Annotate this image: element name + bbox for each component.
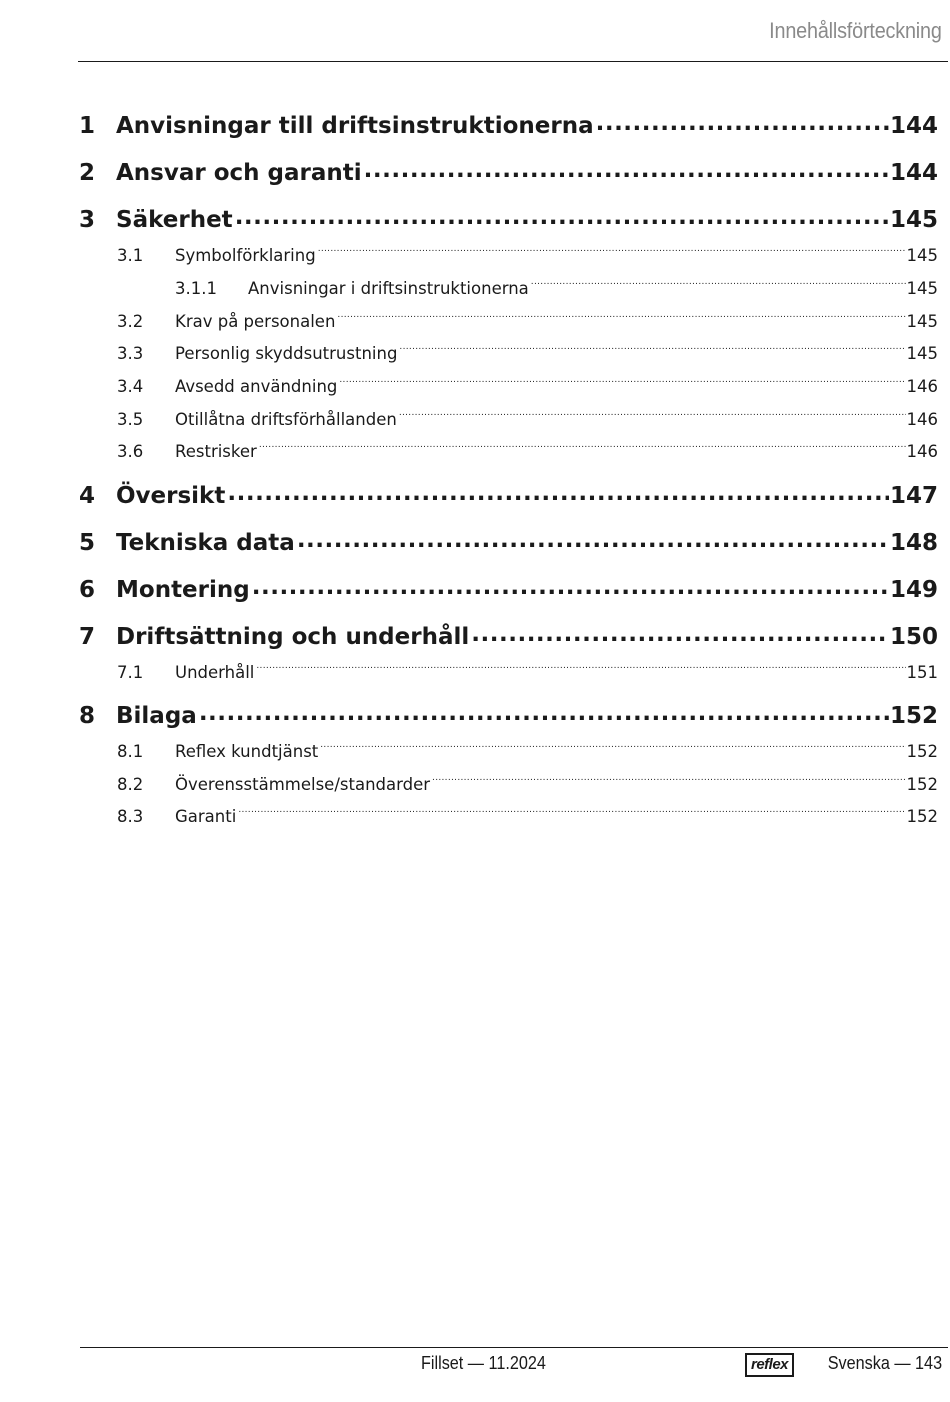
toc-entry-8-3[interactable] <box>79 805 938 829</box>
toc-entry-title: Anvisningar till driftsinstruktionerna <box>116 113 594 139</box>
toc-dot-leader <box>337 375 905 392</box>
toc-entry-page: 146 <box>906 409 938 429</box>
toc-entry-8-1[interactable] <box>79 740 938 764</box>
toc-entry-number: 3.5 <box>117 409 144 429</box>
toc-entry-title: Avsedd användning <box>175 376 338 396</box>
toc-entry-page: 148 <box>889 530 938 556</box>
toc-dot-leader <box>225 480 889 503</box>
toc-entry-page: 146 <box>906 441 938 461</box>
toc-dot-leader <box>397 408 906 425</box>
toc-dot-leader <box>257 440 906 457</box>
toc-dot-leader <box>236 805 905 822</box>
toc-entry-number: 3.2 <box>117 311 144 331</box>
toc-entry-title: Bilaga <box>116 703 197 729</box>
toc-entry-title: Otillåtna driftsförhållanden <box>175 409 397 429</box>
toc-entry-number: 6 <box>79 577 96 603</box>
toc-entry-page: 145 <box>889 207 938 233</box>
footer-divider <box>80 1347 948 1348</box>
toc-entry-number: 7 <box>79 624 96 650</box>
toc-entry-title: Anvisningar i driftsinstruktionerna <box>248 278 529 298</box>
toc-entry-number: 2 <box>79 160 96 186</box>
toc-entry-page: 149 <box>889 577 938 603</box>
toc-entry-title: Översikt <box>116 483 226 509</box>
toc-entry-3-2[interactable] <box>79 310 938 334</box>
toc-entry-page: 152 <box>906 774 938 794</box>
toc-entry-page: 145 <box>906 245 938 265</box>
toc-entry-number: 8.2 <box>117 774 144 794</box>
toc-dot-leader <box>250 574 889 597</box>
toc-entry-page: 152 <box>906 806 938 826</box>
toc-entry-6[interactable] <box>79 574 938 606</box>
toc-entry-2[interactable] <box>79 157 938 189</box>
footer-product-date: Fillset — 11.2024 <box>421 1353 546 1373</box>
toc-entry-4[interactable] <box>79 480 938 512</box>
toc-entry-number: 3.1 <box>117 245 144 265</box>
toc-entry-page: 152 <box>906 741 938 761</box>
toc-entry-page: 147 <box>889 483 938 509</box>
toc-entry-page: 146 <box>906 376 938 396</box>
toc-dot-leader <box>335 310 905 327</box>
toc-entry-1[interactable] <box>79 110 938 142</box>
toc-dot-leader <box>316 244 906 261</box>
toc-entry-page: 145 <box>906 278 938 298</box>
toc-entry-title: Krav på personalen <box>175 311 336 331</box>
toc-entry-3-6[interactable] <box>79 440 938 464</box>
footer-language-page: Svenska — 143 <box>827 1353 942 1373</box>
toc-entry-3-1-1[interactable] <box>79 277 938 301</box>
toc-entry-number: 3 <box>79 207 96 233</box>
toc-entry-page: 144 <box>889 160 938 186</box>
toc-entry-number: 3.6 <box>117 441 144 461</box>
toc-entry-number: 3.3 <box>117 343 144 363</box>
toc-entry-title: Tekniska data <box>116 530 295 556</box>
toc-dot-leader <box>318 740 905 757</box>
toc-entry-3-1[interactable] <box>79 244 938 268</box>
toc-entry-3-3[interactable] <box>79 342 938 366</box>
toc-dot-leader <box>233 204 889 227</box>
toc-entry-title: Ansvar och garanti <box>116 160 362 186</box>
toc-entry-number: 3.1.1 <box>175 278 217 298</box>
toc-entry-page: 145 <box>906 311 938 331</box>
toc-entry-3-4[interactable] <box>79 375 938 399</box>
toc-entry-number: 8.3 <box>117 806 144 826</box>
toc-entry-title: Driftsättning och underhåll <box>116 624 470 650</box>
toc-entry-title: Garanti <box>175 806 237 826</box>
toc-entry-page: 144 <box>889 113 938 139</box>
toc-dot-leader <box>362 157 889 180</box>
toc-entry-page: 151 <box>906 662 938 682</box>
toc-entry-title: Säkerhet <box>116 207 233 233</box>
toc-entry-5[interactable] <box>79 527 938 559</box>
toc-entry-number: 7.1 <box>117 662 144 682</box>
page-header-title: Innehållsförteckning <box>769 18 942 43</box>
header-divider <box>78 61 948 62</box>
toc-entry-number: 4 <box>79 483 96 509</box>
toc-dot-leader <box>469 621 889 644</box>
toc-entry-title: Underhåll <box>175 662 255 682</box>
toc-entry-number: 8 <box>79 703 96 729</box>
toc-dot-leader <box>397 342 905 359</box>
toc-entry-number: 1 <box>79 113 96 139</box>
toc-entry-page: 152 <box>889 703 938 729</box>
toc-entry-3[interactable] <box>79 204 938 236</box>
toc-entry-title: Personlig skyddsutrustning <box>175 343 398 363</box>
reflex-logo: reflex <box>745 1353 794 1377</box>
toc-entry-7-1[interactable] <box>79 661 938 685</box>
toc-entry-title: Symbolförklaring <box>175 245 316 265</box>
toc-entry-8-2[interactable] <box>79 773 938 797</box>
toc-dot-leader <box>430 773 905 790</box>
toc-entry-7[interactable] <box>79 621 938 653</box>
toc-dot-leader <box>254 661 905 678</box>
toc-entry-number: 3.4 <box>117 376 144 396</box>
toc-entry-number: 5 <box>79 530 96 556</box>
toc-entry-number: 8.1 <box>117 741 144 761</box>
toc-entry-title: Montering <box>116 577 250 603</box>
toc-entry-title: Reflex kundtjänst <box>175 741 319 761</box>
toc-dot-leader <box>529 277 906 294</box>
toc-entry-title: Överensstämmelse/standarder <box>175 774 431 794</box>
toc-entry-8[interactable] <box>79 700 938 732</box>
toc-dot-leader <box>197 700 889 723</box>
toc-dot-leader <box>295 527 889 550</box>
toc-dot-leader <box>594 110 889 133</box>
toc-entry-page: 150 <box>889 624 938 650</box>
toc-entry-3-5[interactable] <box>79 408 938 432</box>
toc-entry-title: Restrisker <box>175 441 257 461</box>
toc-entry-page: 145 <box>906 343 938 363</box>
